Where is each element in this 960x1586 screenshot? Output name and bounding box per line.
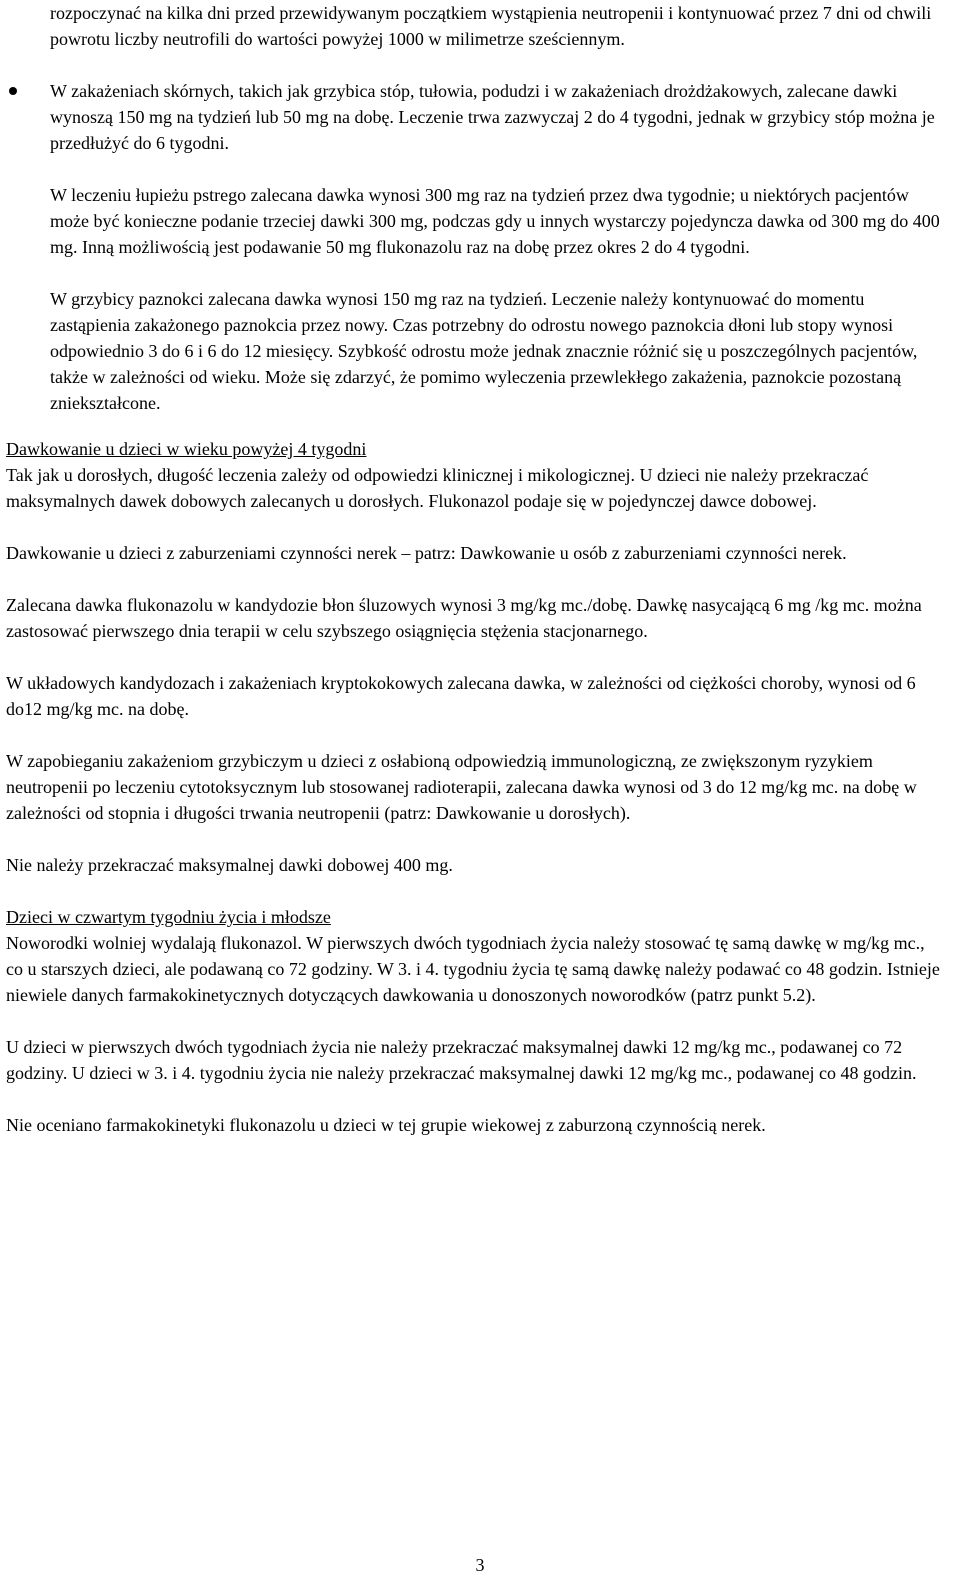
paragraph-mucosal-candidiasis: Zalecana dawka flukonazolu w kandydozie błon śluzowych wynosi 3 mg/kg mc./dobę. Dawkę nasycającą 6 mg /kg mc. można zastosować pierwszego dnia terapii w celu szybszego osiągnięcia stężenia stacjonarnego. (6, 595, 922, 641)
bullet-icon (9, 87, 17, 95)
section-heading-neonates: Dzieci w czwartym tygodniu życia i młodsze (6, 907, 331, 927)
section-heading-children-over-4-weeks: Dawkowanie u dzieci w wieku powyżej 4 tygodni (6, 439, 367, 459)
paragraph-systemic-candidiasis: W układowych kandydozach i zakażeniach kryptokokowych zalecana dawka, w zależności od ciężkości choroby, wynosi od 6 do12 mg/kg mc. na dobę. (6, 673, 916, 719)
paragraph-prophylaxis: W zapobieganiu zakażeniom grzybiczym u dzieci z osłabioną odpowiedzią immunologiczną, ze zwiększonym ryzykiem neutropenii po leczeniu cytotoksycznym lub stosowanej radioterapii, zalecana dawka wynosi od 3 do 12 mg/kg mc. na dobę w zależności od stopnia i długości trwania neutropenii (patrz: Dawkowanie u dorosłych). (6, 751, 917, 823)
paragraph-neonates-renal: Nie oceniano farmakokinetyki flukonazolu u dzieci w tej grupie wiekowej z zaburzoną czynnością nerek. (6, 1115, 766, 1135)
bullet-item-skin-infections (0, 78, 960, 156)
paragraph-neonates-max-dose: U dzieci w pierwszych dwóch tygodniach życia nie należy przekraczać maksymalnej dawki 12 mg/kg mc., podawanej co 72 godziny. U dzieci w 3. i 4. tygodniu życia nie należy przekraczać maksymalnej dawki 12 mg/kg mc., podawanej co 48 godzin. (6, 1037, 917, 1083)
paragraph-onychomycosis: W grzybicy paznokci zalecana dawka wynosi 150 mg raz na tydzień. Leczenie należy kontynuować do momentu zastąpienia zakażonego paznokcia przez nowy. Czas potrzebny do odrostu nowego paznokcia dłoni lub stopy wynosi odpowiednio 3 do 6 i 6 do 12 miesięcy. Szybkość odrostu może jednak znacznie różnić się u poszczególnych pacjentów, także w zależności od wieku. Może się zdarzyć, że pomimo wyleczenia przewlekłego zakażenia, paznokcie pozostaną zniekształcone. (50, 289, 918, 413)
paragraph-neutropenia-continuation: rozpoczynać na kilka dni przed przewidywanym początkiem wystąpienia neutropenii i kontynuować przez 7 dni od chwili powrotu liczby neutrofili do wartości powyżej 1000 w milimetrze sześciennym. (50, 3, 932, 49)
page-number: 3 (475, 1555, 485, 1575)
paragraph-max-daily-dose: Nie należy przekraczać maksymalnej dawki dobowej 400 mg. (6, 855, 453, 875)
paragraph-children-treatment-duration: Tak jak u dorosłych, długość leczenia zależy od odpowiedzi klinicznej i mikologicznej. U dzieci nie należy przekraczać maksymalnych dawek dobowych zalecanych u dorosłych. Flukonazol podaje się w pojedynczej dawce dobowej. (6, 465, 869, 511)
paragraph-skin-infections: W zakażeniach skórnych, takich jak grzybica stóp, tułowia, podudzi i w zakażeniach drożdżakowych, zalecane dawki wynoszą 150 mg na tydzień lub 50 mg na dobę. Leczenie trwa zazwyczaj 2 do 4 tygodni, jednak w grzybicy stóp można je przedłużyć do 6 tygodni. (50, 81, 935, 153)
paragraph-neonates-elimination: Noworodki wolniej wydalają flukonazol. W pierwszych dwóch tygodniach życia należy stosować tę samą dawkę w mg/kg mc., co u starszych dzieci, ale podawaną co 72 godziny. W 3. i 4. tygodniu życia tę samą dawkę należy podawać co 48 godzin. Istnieje niewiele danych farmakokinetycznych dotyczących dawkowania u donoszonych noworodków (patrz punkt 5.2). (6, 933, 940, 1005)
paragraph-children-renal: Dawkowanie u dzieci z zaburzeniami czynności nerek – patrz: Dawkowanie u osób z zaburzeniami czynności nerek. (6, 543, 847, 563)
paragraph-pityriasis: W leczeniu łupieżu pstrego zalecana dawka wynosi 300 mg raz na tydzień przez dwa tygodnie; u niektórych pacjentów może być konieczne podanie trzeciej dawki 300 mg, podczas gdy u innych wystarczy pojedyncza dawka od 300 mg do 400 mg. Inną możliwością jest podawanie 50 mg flukonazolu raz na dobę przez okres 2 do 4 tygodni. (50, 185, 940, 257)
